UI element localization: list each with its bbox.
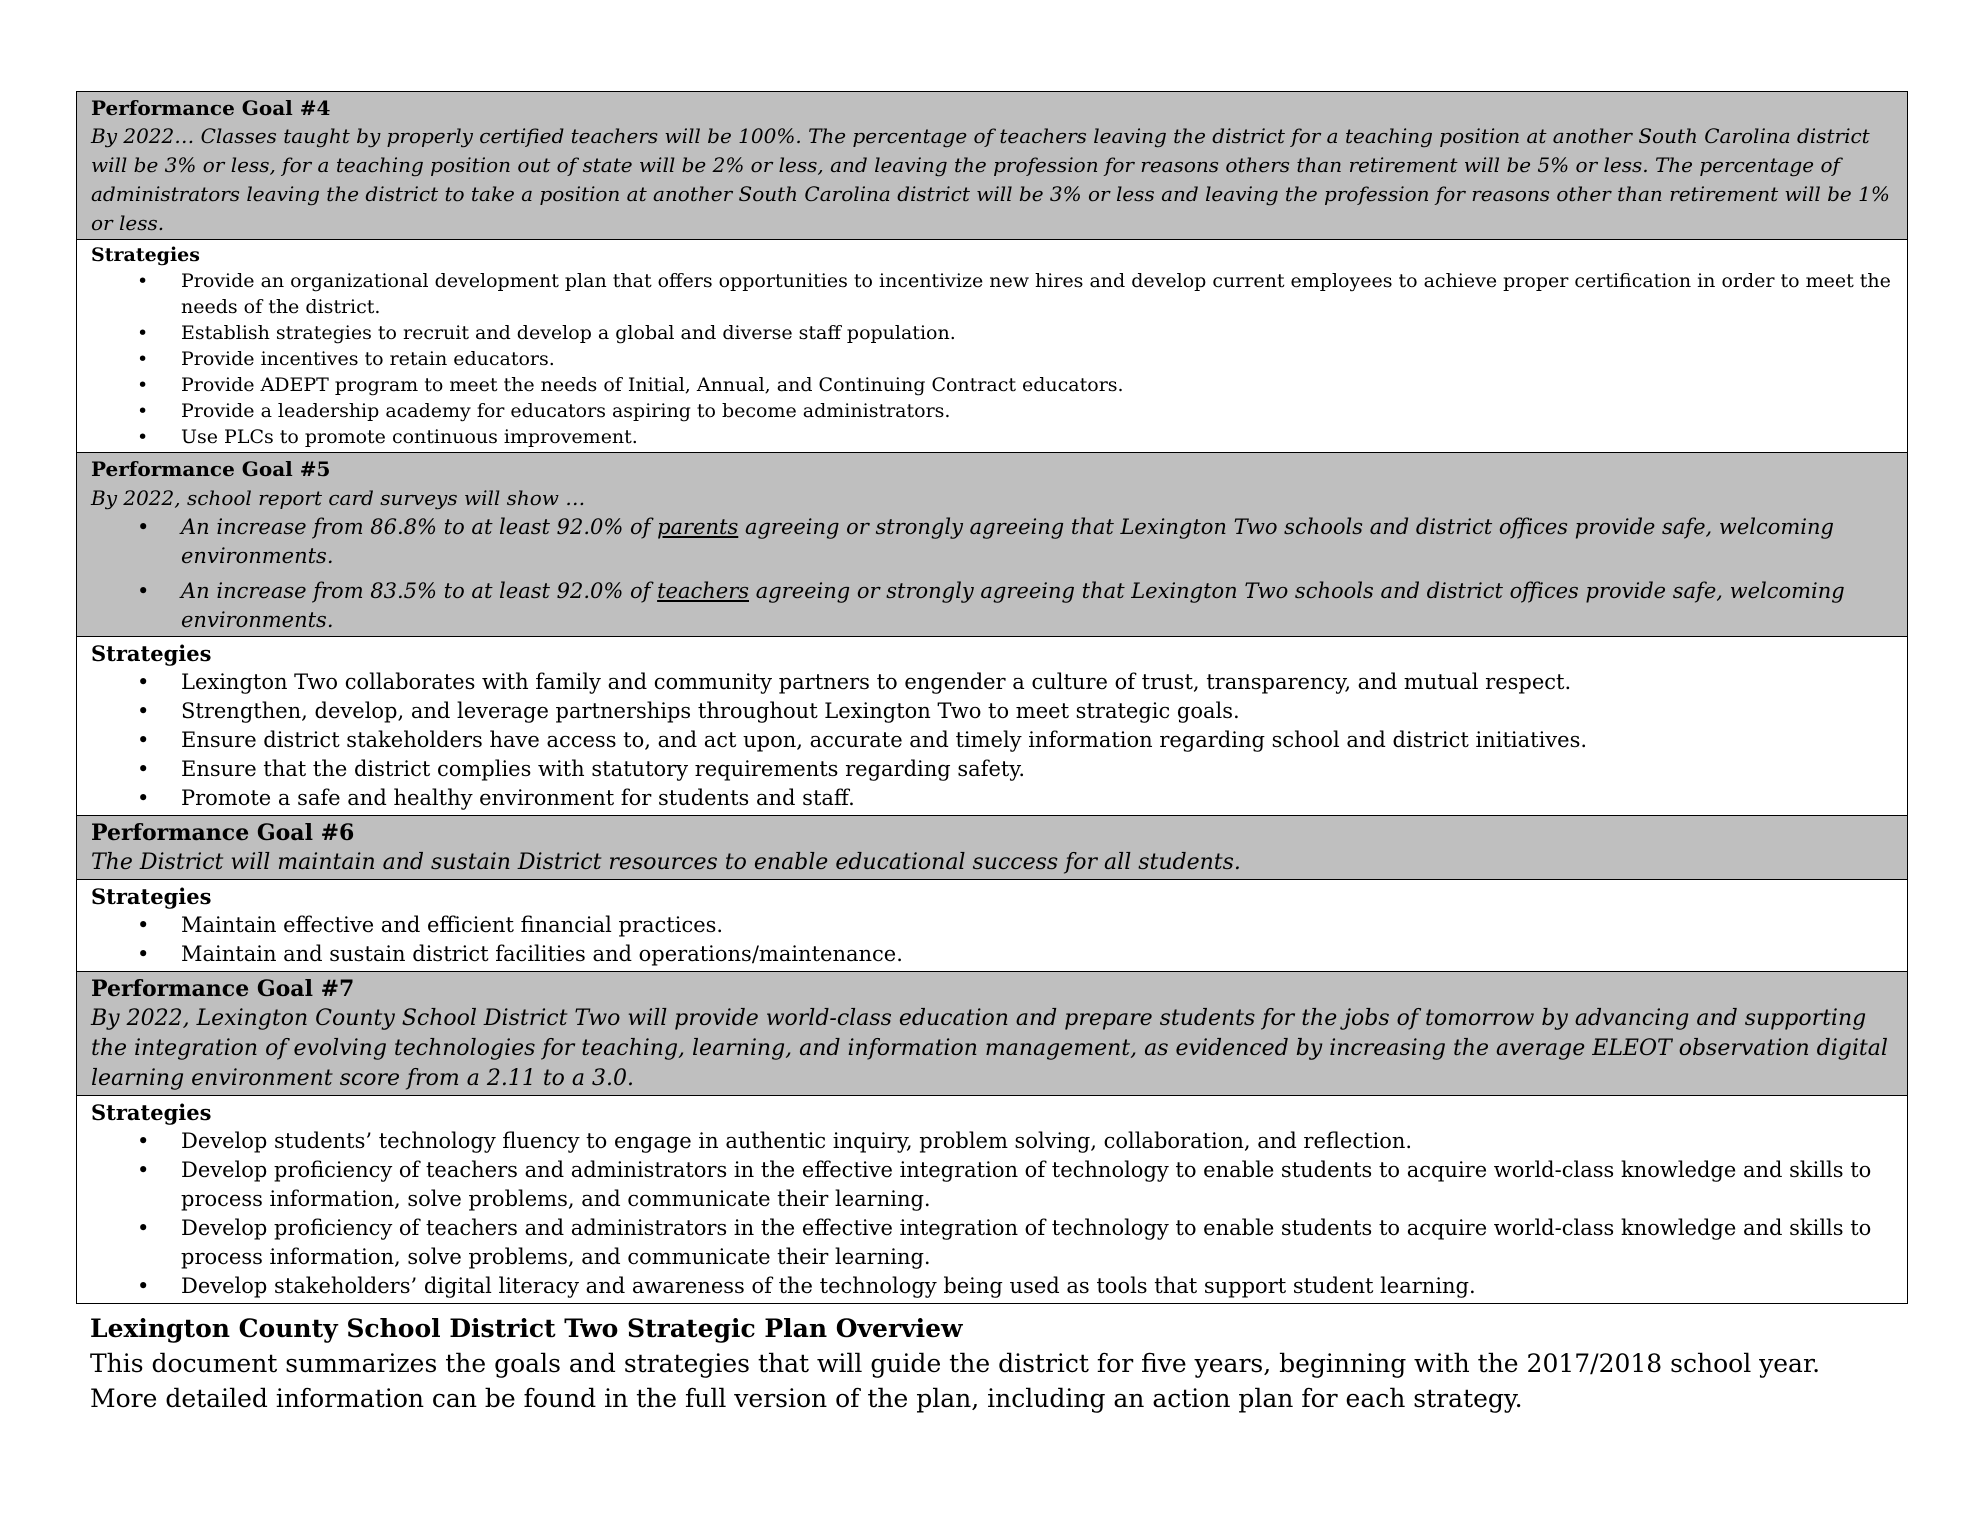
bullet-icon: • xyxy=(137,270,149,292)
goal-7-header xyxy=(77,971,1907,1095)
bullet-icon: • xyxy=(137,348,149,370)
goal-5-header xyxy=(77,452,1907,636)
strategy-item: • Use PLCs to promote continuous improvement. xyxy=(137,426,638,448)
bullet-icon: • xyxy=(137,374,149,396)
goal-5-text: By 2022, school report card surveys will show … xyxy=(91,486,586,510)
goal-4-title: Performance Goal #4 xyxy=(91,96,331,120)
goal-7-strategy-list xyxy=(91,1127,1893,1301)
strategy-item: • Provide a leadership academy for educators aspiring to become administrators. xyxy=(137,400,951,422)
bullet-icon: • xyxy=(137,786,150,810)
strategy-item: • Develop students’ technology fluency to engage in authentic inquiry, problem solving, collaboration, and reflection. xyxy=(91,1127,1893,1156)
strategy-item: • Establish strategies to recruit and develop a global and diverse staff population. xyxy=(137,322,956,344)
strategy-item: • Lexington Two collaborates with family and community partners to engender a culture of trust, transparency, and mutual respect. xyxy=(91,668,1893,697)
bullet-icon: • xyxy=(137,579,150,603)
goals-table xyxy=(76,91,1908,1304)
bullet-icon: • xyxy=(137,757,150,781)
goal-5-strategy-list xyxy=(91,668,1893,813)
overview-line-2: More detailed information can be found in the full version of the plan, including an action plan for each strategy. xyxy=(90,1384,1523,1413)
goal-6-header xyxy=(77,815,1907,879)
bullet-icon: • xyxy=(137,400,149,422)
strategy-item: • Develop stakeholders’ digital literacy and awareness of the technology being used as tools that support student learning. xyxy=(91,1272,1893,1301)
goal-4-strategies xyxy=(77,239,1907,452)
goal-4-header xyxy=(77,92,1907,239)
bullet-icon: • xyxy=(137,1158,150,1182)
strategy-item: • Promote a safe and healthy environment for students and staff. xyxy=(91,784,1893,813)
emphasis-teachers: teachers xyxy=(657,579,750,603)
strategy-item: • Provide an organizational development plan that offers opportunities to incentivize new hires and develop current employees to achieve proper certification in order to meet the needs of the district. xyxy=(137,270,1891,318)
bullet-icon: • xyxy=(137,670,150,694)
strategy-item: • Maintain and sustain district facilities and operations/maintenance. xyxy=(91,940,1893,969)
plan-overview xyxy=(76,1312,1908,1416)
document-page xyxy=(76,91,1908,1416)
goal-6-strategy-list xyxy=(91,911,1893,969)
emphasis-parents: parents xyxy=(657,515,739,539)
goal-7-strategies xyxy=(77,1095,1907,1303)
overview-line-1: This document summarizes the goals and strategies that will guide the district for five years, beginning with the 2017/2018 school year. xyxy=(90,1349,1821,1378)
bullet-icon: • xyxy=(137,1274,150,1298)
goal-6-strategies-heading: Strategies xyxy=(91,884,212,909)
strategy-item: • Provide incentives to retain educators. xyxy=(137,348,555,370)
strategy-item: • Develop proficiency of teachers and administrators in the effective integration of technology to enable students to acquire world-class knowledge and skills to process information, solve problems, and communicate their learning. xyxy=(137,1216,1872,1269)
bullet-icon: • xyxy=(137,728,150,752)
goal-5-strategies xyxy=(77,636,1907,815)
goal-6-strategies xyxy=(77,879,1907,971)
bullet-icon: • xyxy=(137,699,150,723)
bullet-icon: • xyxy=(137,942,150,966)
goal-7-title: Performance Goal #7 xyxy=(91,976,355,1002)
goal-7-strategies-heading: Strategies xyxy=(91,1100,212,1125)
goal-4-strategy-list xyxy=(91,268,1893,450)
goal-4-strategies-heading: Strategies xyxy=(91,244,200,266)
strategy-item: • Strengthen, develop, and leverage partnerships throughout Lexington Two to meet strategic goals. xyxy=(91,697,1893,726)
bullet-icon: • xyxy=(137,1129,150,1153)
goal-5-strategies-heading: Strategies xyxy=(91,641,212,666)
bullet-icon: • xyxy=(137,515,150,539)
goal-5-target-item: • An increase from 86.8% to at least 92.0% of parents agreeing or strongly agreeing that Lexington Two schools and district offices provide safe, welcoming environments. xyxy=(137,515,1834,568)
strategy-item: • Ensure district stakeholders have access to, and act upon, accurate and timely information regarding school and district initiatives. xyxy=(91,726,1893,755)
strategy-item: • Develop proficiency of teachers and administrators in the effective integration of technology to enable students to acquire world-class knowledge and skills to process information, solve problems, and communicate their learning. xyxy=(137,1158,1872,1211)
goal-7-text: By 2022, Lexington County School District Two will provide world-class education and prepare students for the jobs of tomorrow by advancing and supporting the integration of evolving technologies for teaching, learning, and information management, as evidenced by increasing the average ELEOT observation digital learning environment score from a 2.11 to a 3.0. xyxy=(91,1006,1888,1091)
bullet-icon: • xyxy=(137,913,150,937)
goal-5-target-item: • An increase from 83.5% to at least 92.0% of teachers agreeing or strongly agreeing that Lexington Two schools and district offices provide safe, welcoming environments. xyxy=(137,579,1845,632)
bullet-icon: • xyxy=(137,426,149,448)
goal-5-title: Performance Goal #5 xyxy=(91,457,331,481)
goal-5-target-list xyxy=(91,513,1893,635)
bullet-icon: • xyxy=(137,322,149,344)
strategy-item: • Provide ADEPT program to meet the needs of Initial, Annual, and Continuing Contract educators. xyxy=(137,374,1124,396)
strategy-item: • Maintain effective and efficient financial practices. xyxy=(91,911,1893,940)
strategy-item: • Ensure that the district complies with statutory requirements regarding safety. xyxy=(91,755,1893,784)
goal-6-title: Performance Goal #6 xyxy=(91,820,355,846)
overview-title: Lexington County School District Two Strategic Plan Overview xyxy=(90,1314,963,1343)
goal-4-text: By 2022… Classes taught by properly certified teachers will be 100%. The percentage of teachers leaving the district for a teaching position at another South Carolina district will be 3% or less, for a teaching position out of state will be 2% or less, and leaving the profession for reasons others than retirement will be 5% or less. The percentage of administrators leaving the district to take a position at another South Carolina district will be 3% or less and leaving the profession for reasons other than retirement will be 1% or less. xyxy=(91,124,1890,235)
bullet-icon: • xyxy=(137,1216,150,1240)
goal-6-text: The District will maintain and sustain District resources to enable educational success for all students. xyxy=(91,850,1241,875)
